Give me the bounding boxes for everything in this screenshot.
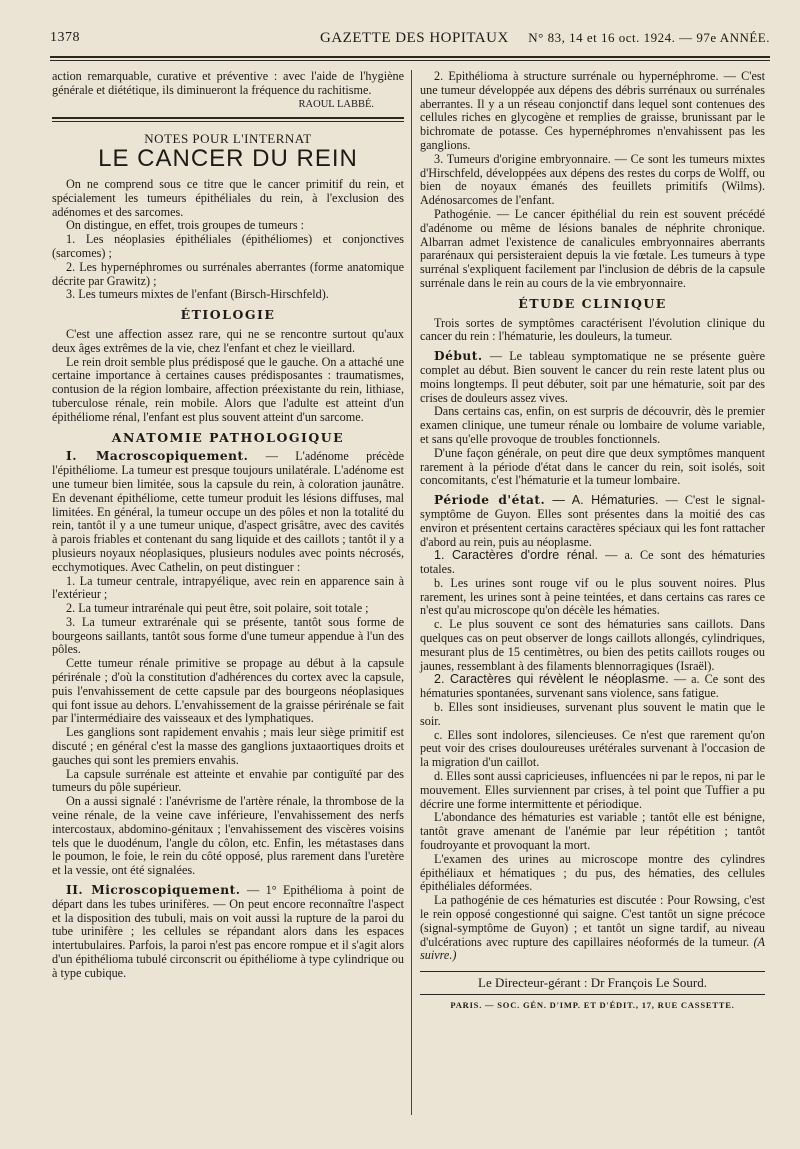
car1-text: — a. Ce sont des hématuries totales. [420, 548, 766, 577]
car2-label: 2. Caractères qui révèlent le néoplasme. [434, 672, 669, 687]
to-be-continued: (A suivre.) [420, 934, 766, 963]
header-rule-thin [50, 60, 770, 61]
heading-etiologie: ÉTIOLOGIE [180, 307, 276, 323]
macro-list-item: 2. La tumeur intrarénale qui peut être, soit polaire, soit totale ; [66, 601, 369, 616]
car1-label: 1. Caractères d'ordre rénal. [434, 548, 599, 563]
intro-paragraph: On ne comprend sous ce titre que le cancer primitif du rein, et spécialement les tumeurs épithéliales du rein, à l'exclusion des adénomes et des sarcomes. [52, 176, 404, 219]
page-header [50, 28, 770, 56]
page-number: 1378 [50, 30, 80, 45]
carry-over-text: action remarquable, curative et préventive : avec l'aide de l'hygiène générale et diététique, ils diminueront la fréquence du rachitisme. [52, 69, 404, 97]
caracteres-item: L'examen des urines au microscope montre des cylindres épithéliaux et hématiques ; du pus, des hématies, des cellules épithéliales déformées. [420, 851, 765, 894]
caracteres-item: b. Elles sont insidieuses, survenant plus souvent le matin que le soir. [420, 700, 765, 728]
car2-text: — a. Ce sont des hématuries spontanées, survenant sans violence, sans fatigue. [420, 672, 765, 701]
macro-paragraph [52, 450, 404, 574]
etiologie-paragraph: C'est une affection assez rare, qui ne se rencontre surtout qu'aux deux âges extrêmes de la vie, chez l'enfant et chez le vieillard. [52, 326, 404, 355]
caracteres-paragraph [420, 549, 765, 577]
debut-text: — Le tableau symptomatique ne se présente guère complet au début. Bien souvent le cancer du rein reste latent plus ou moins longtemps. Il peut débuter, soit par une hématurie, soit par des crises de douleurs assez vives. [420, 349, 766, 405]
right-column [420, 70, 765, 1013]
macro-paragraph: On a aussi signalé : l'anévrisme de l'artère rénale, la thrombose de la veine rénale, de la veine cave inférieure, l'envahissement des nerfs intercostaux, abdomino-génitaux ; l'envahissement des viscères voisins tels que le duodénum, l'angle du côlon, etc. Enfin, les métastases dans le poumon, le foie, le rein du côté opposé, plus rarement dans l'uretère et la vessie, ont été signalées. [52, 794, 404, 878]
caracteres-item: d. Elles sont aussi capricieuses, influencées ni par le repos, ni par le mouvement. Elles surviennent par crises, à tel point que Tuffier a pu décrire une forme intermittente et périodique. [420, 769, 765, 811]
caracteres-paragraph [420, 673, 765, 701]
clinique-intro: Trois sortes de symptômes caractérisent l'évolution clinique du cancer du rein : l'hématurie, les douleurs, la tumeur. [420, 315, 765, 344]
column-divider [411, 70, 412, 1115]
micro-text: — 1° Epithélioma à point de départ dans les tubes urinifères. — On peut encore reconnaître l'aspect et la disposition des tubuli, mais on voit aussi la rupture de la paroi du tube urinifère ; les cellules se répandant alors dans les espaces intertubulaires. Parfois, la paroi n'est pas encore rompue et il s'agit alors d'un épithélioma tubulé circonscrit ou épithéliome à type cylindrique ou à type cubique. [52, 883, 404, 980]
periode-sub: — A. Hématuries. [552, 493, 659, 508]
macro-list-item: 1. La tumeur centrale, intrapyélique, avec rein en apparence sain à l'extérieur ; [52, 573, 404, 602]
header-rule [50, 56, 770, 58]
micro-label: II. Microscopiquement. [66, 883, 241, 898]
periode-label: Période d'état. [434, 493, 546, 508]
etiologie-paragraph: Le rein droit semble plus prédisposé que le gauche. On a attaché une certaine importance à certaines causes prédisposantes : traumatismes, contusion de la région lombaire, affection préexistante du rein, lithiase, tuberculose rénale, rein mobile. Alors que l'adulte est atteint d'un épithéliome rénal, l'enfant est plus souvent atteint d'un sarcome. [52, 354, 404, 424]
footer-rule-thin [420, 994, 765, 995]
intro-list-item: 2. Les hypernéphromes ou surrénales aberrantes (forme anatomique décrite par Grawitz) ; [52, 259, 404, 288]
section-rule-thin [52, 121, 404, 122]
intro-list-item: 3. Les tumeurs mixtes de l'enfant (Birsch-Hirschfeld). [66, 287, 329, 302]
debut-label: Début. [434, 349, 483, 364]
debut-paragraph: Dans certains cas, enfin, on est surpris de découvrir, dès le premier examen clinique, une tumeur rénale ou lombaire de volume variable, et sans qu'elle provoque de troubles fonctionnels. [420, 404, 765, 446]
macro-text: — L'adénome précède l'épithéliome. La tumeur est presque toujours unilatérale. L'adénome est une tumeur bien limitée, sous la capsule du rein, à coloration jaunâtre. En devenant épithéliome, cette tumeur produit les lésions diffuses, mal limitées. En général, la tumeur occupe un des pôles et non la totalité du rein, tantôt il y a une tumeur unique, d'aspect grisâtre, avec des cavités à parois friables et contenant du sang liquide et des caillots ; tantôt il y a plusieurs noyaux néoplasiques, plusieurs nodules avec points nécrosés, ecchymotiques. Avec Cathelin, on peut distinguer : [52, 449, 405, 574]
right-paragraph: 2. Epithélioma à structure surrénale ou hypernéphrome. — C'est une tumeur développée aux dépens des débris surrénaux ou surrénales aberrantes. Il y a un réseau conjonctif dans lequel sont contenues des cellules riches en glycogène et remplies de graisse, brunissant par le bichromate de potasse. Ces hypernéphromes n'envahissent pas les ganglions. [420, 69, 765, 152]
left-column [52, 70, 404, 981]
pathogenie-paragraph: Pathogénie. — Le cancer épithélial du rein est souvent précédé d'adénome ou même de lésions banales de néphrite chronique. Albarran admet l'existence de canalicules embryonnaires aberrants pararénaux qui persisteraient depuis la vie fœtale. Les tumeurs à type surrénal s'expliquent facilement par l'inclusion de débris de la capsule surrénale dans le rein au cours de la vie embryonnaire. [420, 206, 765, 290]
heading-clinique: ÉTUDE CLINIQUE [518, 295, 667, 311]
section-kicker: NOTES POUR L'INTERNAT [144, 131, 312, 147]
pathogenie-hematuries: La pathogénie de ces hématuries est discutée : Pour Rowsing, c'est le rein opposé congestionné qui saigne. C'est tantôt un signe précoce (signal-symptôme de Guyon) ; et tantôt un signe tardif, au niveau d'ulcérations avec rupture des capillaires néoformés de la tumeur. [420, 893, 765, 949]
macro-paragraph: Les ganglions sont rapidement envahis ; mais leur siège primitif est discuté ; en général c'est la masse des ganglions juxtaaortiques droits et gauches qui sont les premiers envahis. [52, 725, 404, 767]
periode-paragraph [420, 494, 765, 549]
intro-list-item: 1. Les néoplasies épithéliales (épithéliomes) et conjonctives (sarcomes) ; [52, 232, 404, 260]
issue-info: N° 83, 14 et 16 oct. 1924. — 97e ANNÉE. [528, 30, 770, 45]
debut-paragraph: D'une façon générale, on peut dire que deux symptômes manquent rarement à la période d'état dans le cancer du rein, soit isolés, soit concomitants, c'est l'hématurie et la tumeur lombaire. [420, 445, 765, 488]
caracteres-item: c. Elles sont indolores, silencieuses. Ce n'est que rarement qu'on peut voir des crises douloureuses urétérales survenant à l'occasion de la migration d'un caillot. [420, 727, 765, 770]
director-line: Le Directeur-gérant : Dr François Le Sourd. [478, 975, 707, 991]
micro-paragraph [52, 884, 404, 981]
caracteres-item: L'abondance des hématuries est variable ; tantôt elle est bénigne, tantôt grave amenant de l'anémie par leur répétition ; tantôt foudroyante et provoquant la mort. [420, 810, 765, 853]
right-paragraph: 3. Tumeurs d'origine embryonnaire. — Ce sont les tumeurs mixtes d'Hirschfeld, développées aux dépens des restes du corps de Wolff, ou bien de noyaux émanés des feuillets primitifs (Wilms). Adénosarcomes de l'enfant. [420, 151, 765, 208]
journal-title: GAZETTE DES HOPITAUX [320, 30, 509, 46]
debut-paragraph [420, 350, 765, 405]
footer-rule [420, 971, 765, 972]
macro-paragraph: Cette tumeur rénale primitive se propage au début à la capsule périrénale ; d'où la constitution d'adhérences du cortex avec la capsule, puis l'envahissement de cette capsule par des bourgeons néoplasiques qui font issue au dehors. L'envahissement de la graisse périrénale se fait par l'intermédiaire des vaisseaux et des lymphatiques. [52, 656, 404, 726]
printer-line: PARIS. — SOC. GÉN. D'IMP. ET D'ÉDIT., 17, RUE CASSETTE. [450, 1000, 735, 1010]
heading-anatomie: ANATOMIE PATHOLOGIQUE [111, 429, 345, 445]
article-title: LE CANCER DU REIN [98, 145, 358, 173]
periode-text: — C'est le signal-symptôme de Guyon. Elles sont présentes dans la moitié des cas environ et présentent certains caractères spéciaux qui les font rattacher d'abord au rein, puis au néoplasme. [420, 493, 765, 549]
macro-label: I. Macroscopiquement. [66, 449, 249, 464]
caracteres-item: b. Les urines sont rouge vif ou le plus souvent noires. Plus rarement, les urines sont à peine teintées, et dans certains cas rares ce n'est qu'au microscope qu'on décèle les hématies. [420, 575, 765, 618]
intro-paragraph: On distingue, en effet, trois groupes de tumeurs : [66, 218, 305, 233]
caracteres-item: c. Le plus souvent ce sont des hématuries sans caillots. Dans quelques cas on peut observer de longs caillots allongés, cylindriques, mesurant plus de 15 centimètres, ou bien des petits caillots rouges ou jaunes, ressemblant à des filaments blennorragiques (Israël). [420, 617, 765, 673]
section-rule [52, 117, 404, 119]
macro-paragraph: La capsule surrénale est atteinte et envahie par contiguïté par des tumeurs du pôle supérieur. [52, 766, 404, 795]
caracteres-item [420, 894, 765, 963]
macro-list-item: 3. La tumeur extrarénale qui se présente, tantôt sous forme de bourgeons saillants, tantôt sous forme d'une tumeur appendue à l'un des pôles. [52, 614, 404, 657]
author-signature: RAOUL LABBÉ. [298, 98, 374, 110]
